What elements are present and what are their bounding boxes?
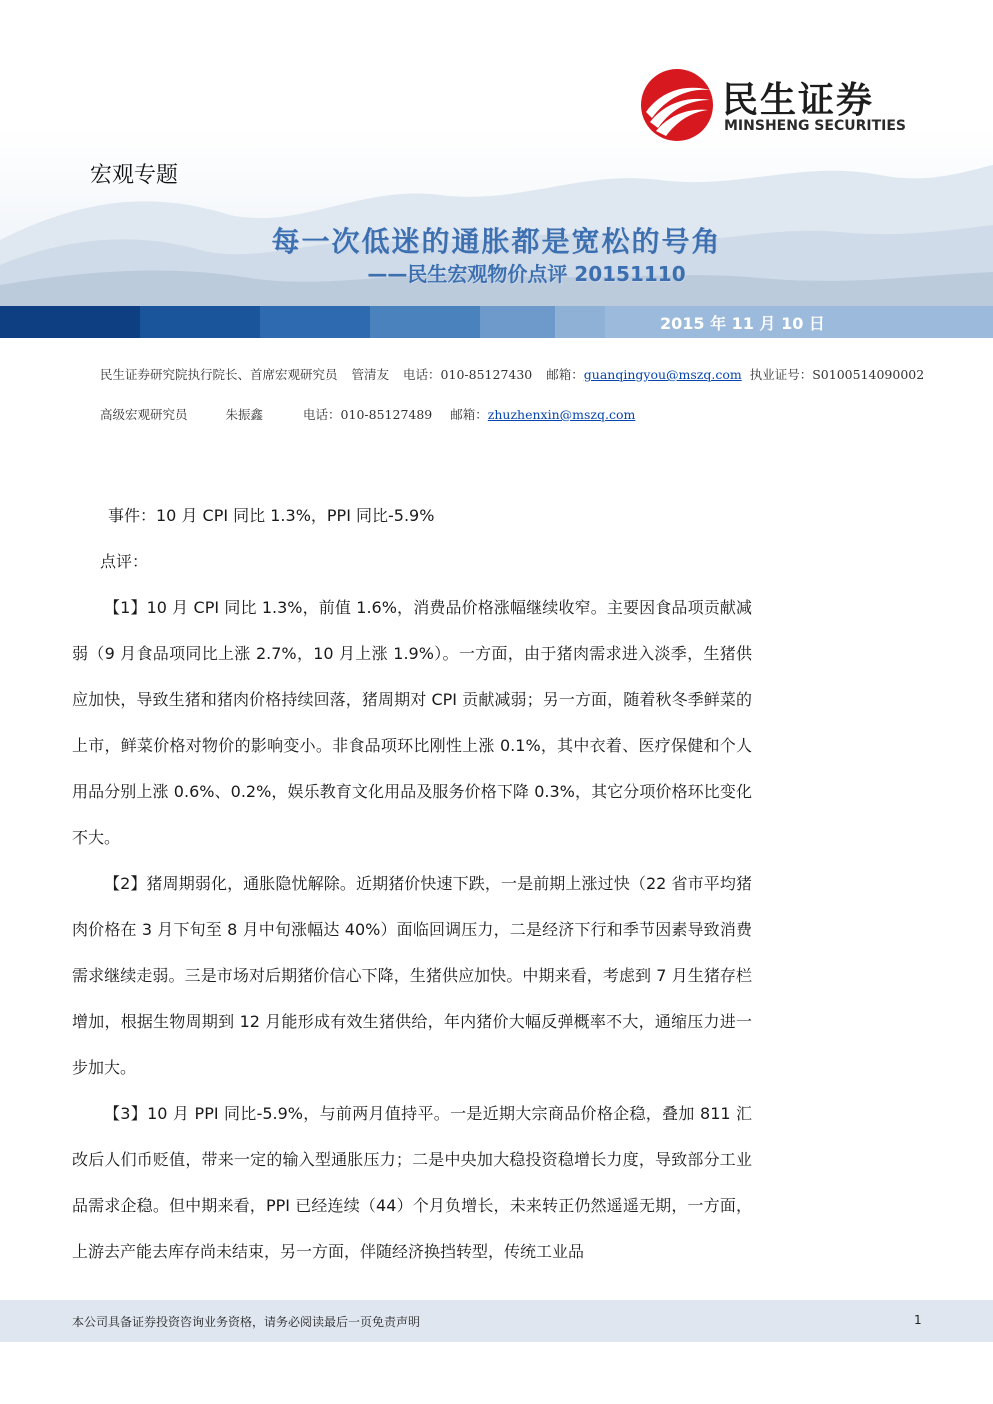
author-phone: 010-85127489 [340,407,433,422]
author-email-link[interactable]: guanqingyou@mszq.com [583,367,742,382]
brand-name-en: MINSHENG SECURITIES [724,118,906,134]
cert-label: 执业证号： [749,367,813,382]
phone-label: 电话： [403,367,441,382]
date-band [0,306,993,338]
paragraph-2: 【2】猪周期弱化，通胀隐忧解除。近期猪价快速下跌，一是前期上涨过快（22 省市平均猪肉价格在 3 月下旬至 8 月中旬涨幅达 40%）面临回调压力，二是经济下行和季节因素导致消费需求继续走弱。三是市场对后期猪价信心下降，生猪供应加快。中期来看，考虑到 7 月生猪存栏增加，根据生物周期到 12 月能形成有效生猪供给，年内猪价大幅反弹概率不大，通缩压力进一步加大。 [72,874,752,1077]
paragraph-1: 【1】10 月 CPI 同比 1.3%，前值 1.6%，消费品价格涨幅继续收窄。主要因食品项贡献减弱（9 月食品项同比上涨 2.7%，10 月上涨 1.9%）。一方面，由于猪肉需求进入淡季，生猪供应加快，导致生猪和猪肉价格持续回落，猪周期对 CPI 贡献减弱；另一方面，随着秋冬季鲜菜的上市，鲜菜价格对物价的影响变小。非食品项环比刚性上涨 0.1%，其中衣着、医疗保健和个人用品分别上涨 0.6%、0.2%，娱乐教育文化用品及服务价格下降 0.3%，其它分项价格环比变化不大。 [72,598,752,847]
author-name: 朱振鑫 [225,407,264,422]
author-name: 管清友 [351,367,390,382]
article-body [72,493,752,1275]
author-line-1 [100,365,938,383]
author-cert: S0100514090002 [812,367,925,382]
email-label: 邮箱： [546,367,584,382]
comment-label: 点评： [100,552,149,571]
paragraph-3: 【3】10 月 PPI 同比-5.9%，与前两月值持平。一是近期大宗商品价格企稳，叠加 811 汇改后人们币贬值，带来一定的输入型通胀压力；二是中央加大稳投资稳增长力度，导致部分工业品需求企稳。但中期来看，PPI 已经连续（44）个月负增长，未来转正仍然遥遥无期，一方面，上游去产能去库存尚未结束，另一方面，伴随经济换挡转型，传统工业品 [72,1104,752,1261]
author-email-link[interactable]: zhuzhenxin@mszq.com [487,407,636,422]
brand-name-cn: 民生证券 [722,80,875,121]
author-line-2 [100,405,635,423]
report-date: 2015 年 11 月 10 日 [660,314,825,333]
minsheng-logo-icon [640,68,714,142]
footer-disclaimer: 本公司具备证券投资咨询业务资格，请务必阅读最后一页免责声明 [72,1315,421,1329]
page-number: 1 [914,1313,922,1327]
phone-label: 电话： [303,407,341,422]
report-title: 每一次低迷的通胀都是宽松的号角 [271,225,722,258]
author-title: 民生证券研究院执行院长、首席宏观研究员 [100,367,338,382]
author-title: 高级宏观研究员 [100,407,188,422]
report-subtitle: ——民生宏观物价点评 20151110 [367,262,686,286]
email-label: 邮箱： [450,407,488,422]
report-category: 宏观专题 [90,163,179,188]
event-line: 事件：10 月 CPI 同比 1.3%，PPI 同比-5.9% [108,506,435,525]
author-phone: 010-85127430 [440,367,533,382]
